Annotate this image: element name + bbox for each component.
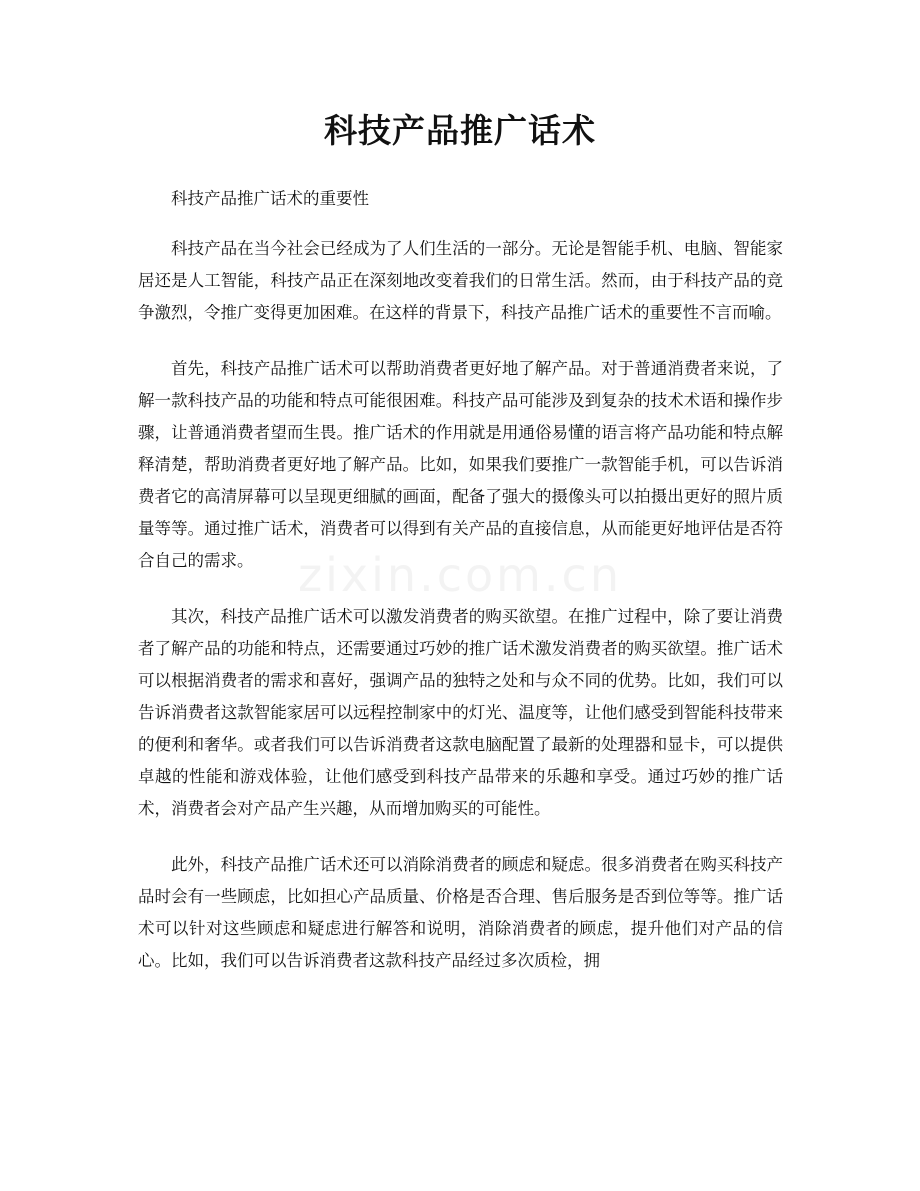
section-heading: 科技产品推广话术的重要性 [171,189,369,208]
document-title: 科技产品推广话术 [324,111,596,150]
watermark: zixin.com.cn [297,548,623,602]
paragraph-intro: 科技产品在当今社会已经成为了人们生活的一部分。无论是智能手机、电脑、智能家居还是人工智能，科技产品正在深刻地改变着我们的日常生活。然而，由于科技产品的竞争激烈，令推广变得更加困难。在这样的背景下，科技产品推广话术的重要性不言而喻。 [138,239,783,322]
paragraph-second-point: 其次，科技产品推广话术可以激发消费者的购买欲望。在推广过程中，除了要让消费者了解产品的功能和特点，还需要通过巧妙的推广话术激发消费者的购买欲望。推广话术可以根据消费者的需求和喜好，强调产品的独特之处和与众不同的优势。比如，我们可以告诉消费者这款智能家居可以远程控制家中的灯光、温度等，让他们感受到智能科技带来的便利和奢华。或者我们可以告诉消费者这款电脑配置了最新的处理器和显卡，可以提供卓越的性能和游戏体验，让他们感受到科技产品带来的乐趣和享受。通过巧妙的推广话术，消费者会对产品产生兴趣，从而增加购买的可能性。 [138,607,783,818]
paragraph-first-point: 首先，科技产品推广话术可以帮助消费者更好地了解产品。对于普通消费者来说，了解一款科技产品的功能和特点可能很困难。科技产品可能涉及到复杂的技术术语和操作步骤，让普通消费者望而生畏。推广话术的作用就是用通俗易懂的语言将产品功能和特点解释清楚，帮助消费者更好地了解产品。比如，如果我们要推广一款智能手机，可以告诉消费者它的高清屏幕可以呈现更细腻的画面，配备了强大的摄像头可以拍摄出更好的照片质量等等。通过推广话术，消费者可以得到有关产品的直接信息，从而能更好地评估是否符合自己的需求。 [138,359,783,570]
document-body [138,183,783,1001]
paragraph-third-point: 此外，科技产品推广话术还可以消除消费者的顾虑和疑虑。很多消费者在购买科技产品时会有一些顾虑，比如担心产品质量、价格是否合理、售后服务是否到位等等。推广话术可以针对这些顾虑和疑虑进行解答和说明，消除消费者的顾虑，提升他们对产品的信心。比如，我们可以告诉消费者这款科技产品经过多次质检，拥 [138,855,783,970]
